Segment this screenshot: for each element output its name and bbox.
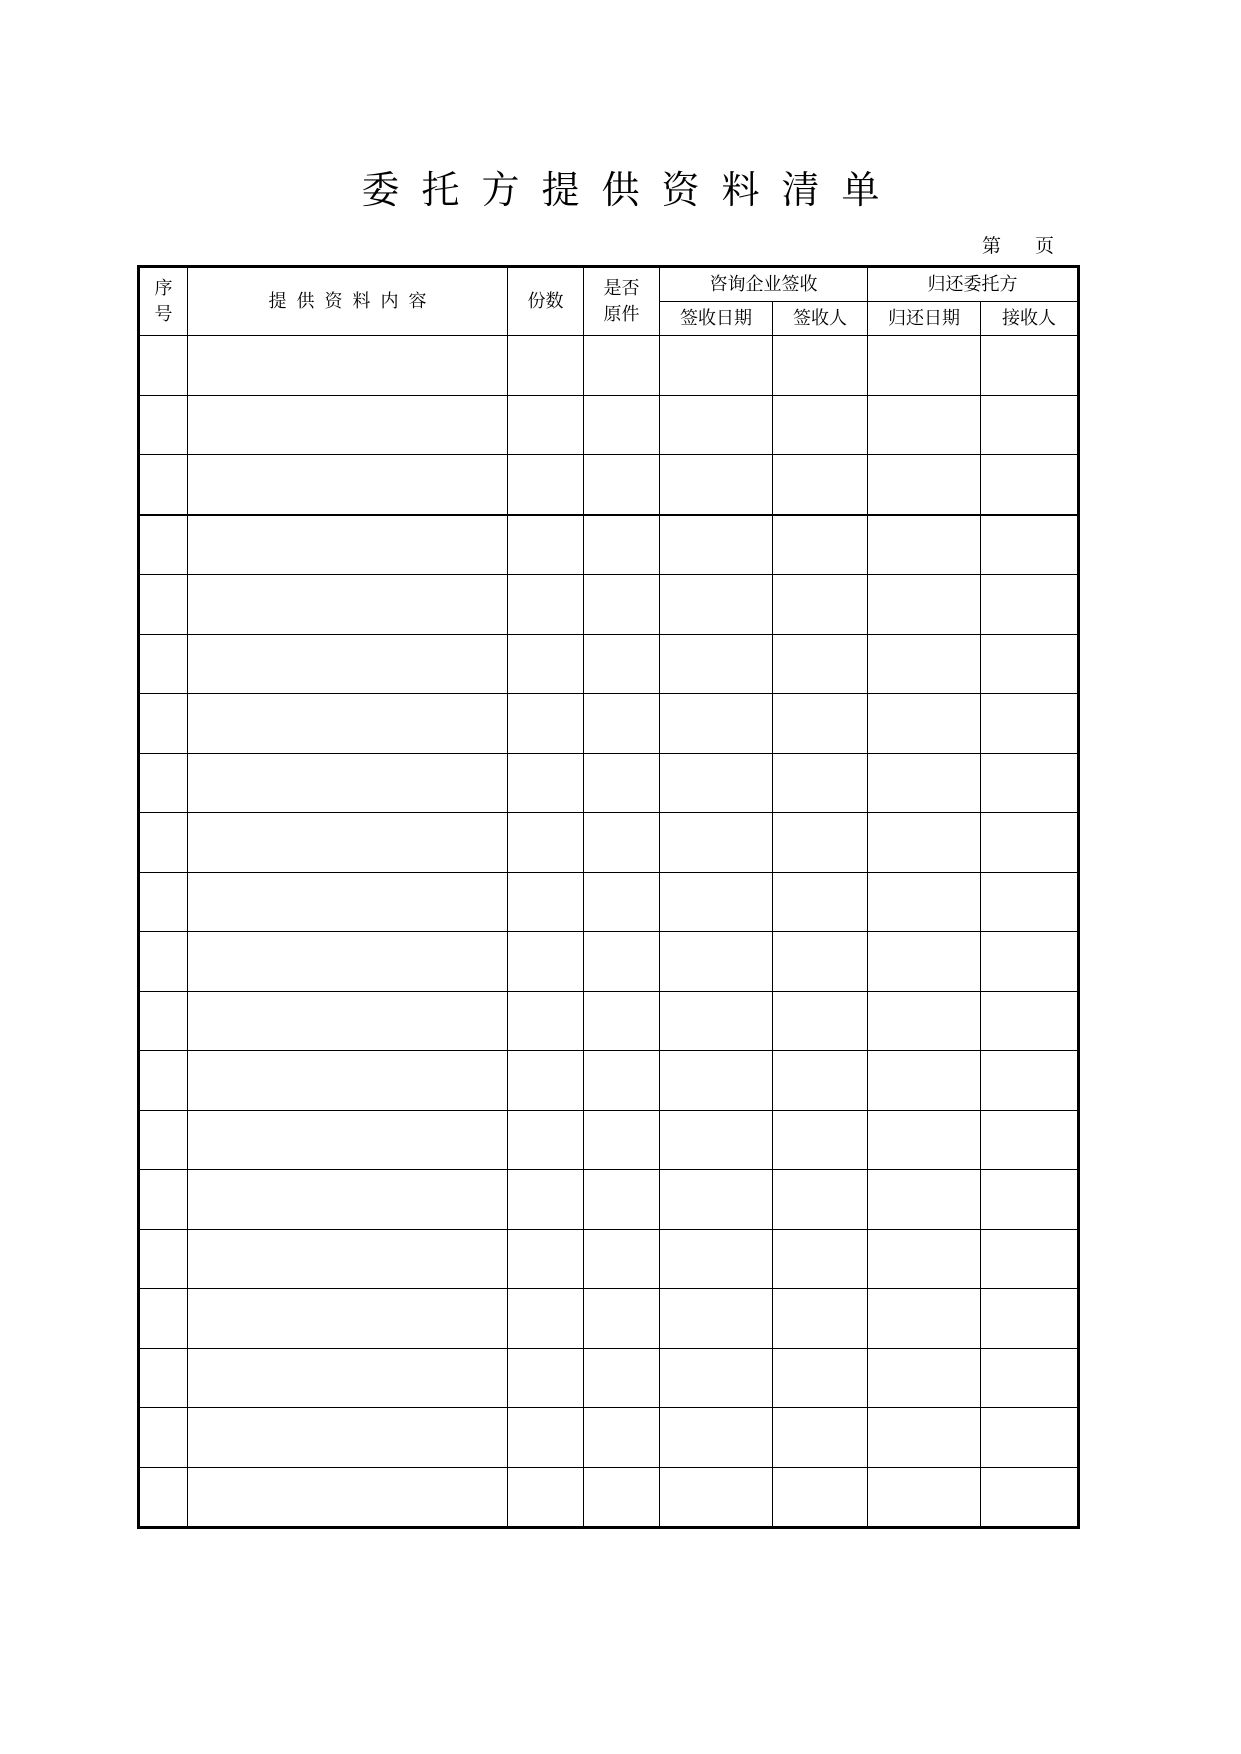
table-body [139, 336, 1079, 1528]
cell-seq[interactable] [139, 1170, 188, 1230]
cell-copies[interactable] [508, 575, 584, 635]
table-row [139, 991, 1079, 1051]
cell-receiver[interactable] [981, 634, 1079, 694]
cell-content[interactable] [188, 872, 508, 932]
cell-seq[interactable] [139, 515, 188, 575]
cell-receiver[interactable] [981, 1051, 1079, 1111]
cell-seq[interactable] [139, 1467, 188, 1528]
table-row [139, 575, 1079, 635]
cell-copies[interactable] [508, 1170, 584, 1230]
cell-sign-date[interactable] [660, 395, 773, 455]
cell-seq[interactable] [139, 1229, 188, 1289]
cell-receiver[interactable] [981, 336, 1079, 396]
cell-copies[interactable] [508, 1289, 584, 1349]
cell-sign-date[interactable] [660, 634, 773, 694]
cell-original[interactable] [584, 694, 660, 754]
cell-sign-date[interactable] [660, 1289, 773, 1349]
cell-original[interactable] [584, 395, 660, 455]
cell-copies[interactable] [508, 1229, 584, 1289]
cell-signer[interactable] [773, 1229, 868, 1289]
table-row [139, 455, 1079, 515]
cell-return-date[interactable] [868, 575, 981, 635]
cell-content[interactable] [188, 813, 508, 873]
cell-sign-date[interactable] [660, 1110, 773, 1170]
cell-content[interactable] [188, 1289, 508, 1349]
page-title: 委托方提供资料清单 [361, 168, 902, 212]
cell-copies[interactable] [508, 753, 584, 813]
cell-sign-date[interactable] [660, 575, 773, 635]
cell-receiver[interactable] [981, 991, 1079, 1051]
cell-seq[interactable] [139, 1051, 188, 1111]
cell-seq[interactable] [139, 455, 188, 515]
table-row [139, 753, 1079, 813]
cell-content[interactable] [188, 1229, 508, 1289]
cell-sign-date[interactable] [660, 991, 773, 1051]
cell-copies[interactable] [508, 991, 584, 1051]
page-label-suffix: 页 [1035, 235, 1055, 257]
cell-return-date[interactable] [868, 1408, 981, 1468]
cell-content[interactable] [188, 455, 508, 515]
cell-copies[interactable] [508, 932, 584, 992]
cell-receiver[interactable] [981, 813, 1079, 873]
cell-return-date[interactable] [868, 872, 981, 932]
table-row [139, 1229, 1079, 1289]
cell-sign-date[interactable] [660, 455, 773, 515]
cell-content[interactable] [188, 753, 508, 813]
cell-seq[interactable] [139, 1110, 188, 1170]
cell-copies[interactable] [508, 515, 584, 575]
cell-receiver[interactable] [981, 932, 1079, 992]
cell-content[interactable] [188, 395, 508, 455]
cell-copies[interactable] [508, 813, 584, 873]
cell-original[interactable] [584, 753, 660, 813]
cell-return-date[interactable] [868, 753, 981, 813]
cell-copies[interactable] [508, 1467, 584, 1528]
table-row [139, 1110, 1079, 1170]
cell-sign-date[interactable] [660, 872, 773, 932]
cell-original[interactable] [584, 1229, 660, 1289]
cell-seq[interactable] [139, 872, 188, 932]
cell-receiver[interactable] [981, 1408, 1079, 1468]
header-content: 提供资料内容 [188, 267, 508, 336]
cell-original[interactable] [584, 455, 660, 515]
cell-content[interactable] [188, 1467, 508, 1528]
cell-signer[interactable] [773, 336, 868, 396]
cell-signer[interactable] [773, 872, 868, 932]
cell-signer[interactable] [773, 1289, 868, 1349]
cell-seq[interactable] [139, 1408, 188, 1468]
cell-sign-date[interactable] [660, 813, 773, 873]
cell-signer[interactable] [773, 991, 868, 1051]
cell-copies[interactable] [508, 694, 584, 754]
cell-original[interactable] [584, 515, 660, 575]
cell-copies[interactable] [508, 1110, 584, 1170]
cell-seq[interactable] [139, 395, 188, 455]
cell-original[interactable] [584, 932, 660, 992]
cell-return-date[interactable] [868, 395, 981, 455]
header-return-date: 归还日期 [868, 302, 981, 336]
cell-receiver[interactable] [981, 753, 1079, 813]
cell-receiver[interactable] [981, 1170, 1079, 1230]
table-row [139, 395, 1079, 455]
header-row-1 [139, 267, 1079, 302]
cell-signer[interactable] [773, 932, 868, 992]
table-row [139, 872, 1079, 932]
table-row [139, 1051, 1079, 1111]
cell-sign-date[interactable] [660, 932, 773, 992]
cell-signer[interactable] [773, 634, 868, 694]
cell-sign-date[interactable] [660, 694, 773, 754]
cell-seq[interactable] [139, 634, 188, 694]
cell-content[interactable] [188, 634, 508, 694]
cell-signer[interactable] [773, 395, 868, 455]
cell-original[interactable] [584, 991, 660, 1051]
cell-return-date[interactable] [868, 1170, 981, 1230]
cell-sign-date[interactable] [660, 336, 773, 396]
cell-content[interactable] [188, 1348, 508, 1408]
cell-receiver[interactable] [981, 1229, 1079, 1289]
cell-original[interactable] [584, 1289, 660, 1349]
cell-receiver[interactable] [981, 395, 1079, 455]
header-consult-group: 咨询企业签收 [660, 267, 868, 302]
cell-copies[interactable] [508, 872, 584, 932]
cell-return-date[interactable] [868, 455, 981, 515]
header-original: 是否 原件 [584, 267, 660, 336]
table-row [139, 1289, 1079, 1349]
header-return-group: 归还委托方 [868, 267, 1079, 302]
cell-signer[interactable] [773, 575, 868, 635]
table-row [139, 694, 1079, 754]
cell-receiver[interactable] [981, 1348, 1079, 1408]
cell-copies[interactable] [508, 1408, 584, 1468]
cell-signer[interactable] [773, 1348, 868, 1408]
cell-original[interactable] [584, 1170, 660, 1230]
header-seq: 序 号 [139, 267, 188, 336]
page-number-label [982, 234, 1054, 258]
cell-sign-date[interactable] [660, 753, 773, 813]
cell-return-date[interactable] [868, 1110, 981, 1170]
cell-original[interactable] [584, 1110, 660, 1170]
cell-receiver[interactable] [981, 1110, 1079, 1170]
cell-return-date[interactable] [868, 1051, 981, 1111]
cell-copies[interactable] [508, 634, 584, 694]
cell-receiver[interactable] [981, 872, 1079, 932]
cell-receiver[interactable] [981, 694, 1079, 754]
cell-receiver[interactable] [981, 575, 1079, 635]
cell-signer[interactable] [773, 694, 868, 754]
cell-sign-date[interactable] [660, 1170, 773, 1230]
cell-return-date[interactable] [868, 1467, 981, 1528]
cell-original[interactable] [584, 813, 660, 873]
header-signer: 签收人 [773, 302, 868, 336]
cell-copies[interactable] [508, 336, 584, 396]
cell-return-date[interactable] [868, 515, 981, 575]
table-row [139, 336, 1079, 396]
cell-copies[interactable] [508, 395, 584, 455]
cell-receiver[interactable] [981, 515, 1079, 575]
cell-return-date[interactable] [868, 1348, 981, 1408]
cell-return-date[interactable] [868, 813, 981, 873]
cell-seq[interactable] [139, 753, 188, 813]
cell-content[interactable] [188, 991, 508, 1051]
cell-content[interactable] [188, 1170, 508, 1230]
cell-return-date[interactable] [868, 1289, 981, 1349]
cell-receiver[interactable] [981, 455, 1079, 515]
cell-sign-date[interactable] [660, 1229, 773, 1289]
cell-return-date[interactable] [868, 336, 981, 396]
cell-signer[interactable] [773, 515, 868, 575]
cell-return-date[interactable] [868, 634, 981, 694]
cell-seq[interactable] [139, 813, 188, 873]
cell-seq[interactable] [139, 336, 188, 396]
header-sign-date: 签收日期 [660, 302, 773, 336]
cell-signer[interactable] [773, 753, 868, 813]
cell-return-date[interactable] [868, 694, 981, 754]
cell-content[interactable] [188, 515, 508, 575]
cell-seq[interactable] [139, 694, 188, 754]
cell-sign-date[interactable] [660, 515, 773, 575]
cell-original[interactable] [584, 1051, 660, 1111]
cell-content[interactable] [188, 932, 508, 992]
table-row [139, 515, 1079, 575]
cell-sign-date[interactable] [660, 1348, 773, 1408]
cell-signer[interactable] [773, 1170, 868, 1230]
table-row [139, 1170, 1079, 1230]
cell-content[interactable] [188, 336, 508, 396]
table-row [139, 1467, 1079, 1528]
cell-signer[interactable] [773, 1110, 868, 1170]
cell-seq[interactable] [139, 932, 188, 992]
cell-return-date[interactable] [868, 991, 981, 1051]
cell-content[interactable] [188, 1110, 508, 1170]
cell-content[interactable] [188, 1408, 508, 1468]
cell-return-date[interactable] [868, 932, 981, 992]
cell-receiver[interactable] [981, 1467, 1079, 1528]
cell-seq[interactable] [139, 575, 188, 635]
cell-signer[interactable] [773, 813, 868, 873]
cell-original[interactable] [584, 872, 660, 932]
cell-receiver[interactable] [981, 1289, 1079, 1349]
cell-signer[interactable] [773, 1051, 868, 1111]
table-row [139, 1408, 1079, 1468]
table-row [139, 813, 1079, 873]
cell-original[interactable] [584, 575, 660, 635]
cell-signer[interactable] [773, 1467, 868, 1528]
cell-sign-date[interactable] [660, 1467, 773, 1528]
header-copies: 份数 [508, 267, 584, 336]
cell-sign-date[interactable] [660, 1051, 773, 1111]
cell-seq[interactable] [139, 991, 188, 1051]
cell-original[interactable] [584, 1408, 660, 1468]
materials-table [137, 265, 1080, 1529]
cell-signer[interactable] [773, 455, 868, 515]
cell-original[interactable] [584, 336, 660, 396]
table-row [139, 1348, 1079, 1408]
table-row [139, 634, 1079, 694]
cell-signer[interactable] [773, 1408, 868, 1468]
page-label-prefix: 第 [982, 235, 1002, 257]
cell-content[interactable] [188, 1051, 508, 1111]
table-row [139, 932, 1079, 992]
cell-seq[interactable] [139, 1348, 188, 1408]
cell-copies[interactable] [508, 455, 584, 515]
cell-original[interactable] [584, 634, 660, 694]
cell-seq[interactable] [139, 1289, 188, 1349]
cell-content[interactable] [188, 575, 508, 635]
header-receiver: 接收人 [981, 302, 1079, 336]
cell-copies[interactable] [508, 1348, 584, 1408]
cell-return-date[interactable] [868, 1229, 981, 1289]
cell-copies[interactable] [508, 1051, 584, 1111]
cell-original[interactable] [584, 1467, 660, 1528]
cell-original[interactable] [584, 1348, 660, 1408]
cell-sign-date[interactable] [660, 1408, 773, 1468]
cell-content[interactable] [188, 694, 508, 754]
